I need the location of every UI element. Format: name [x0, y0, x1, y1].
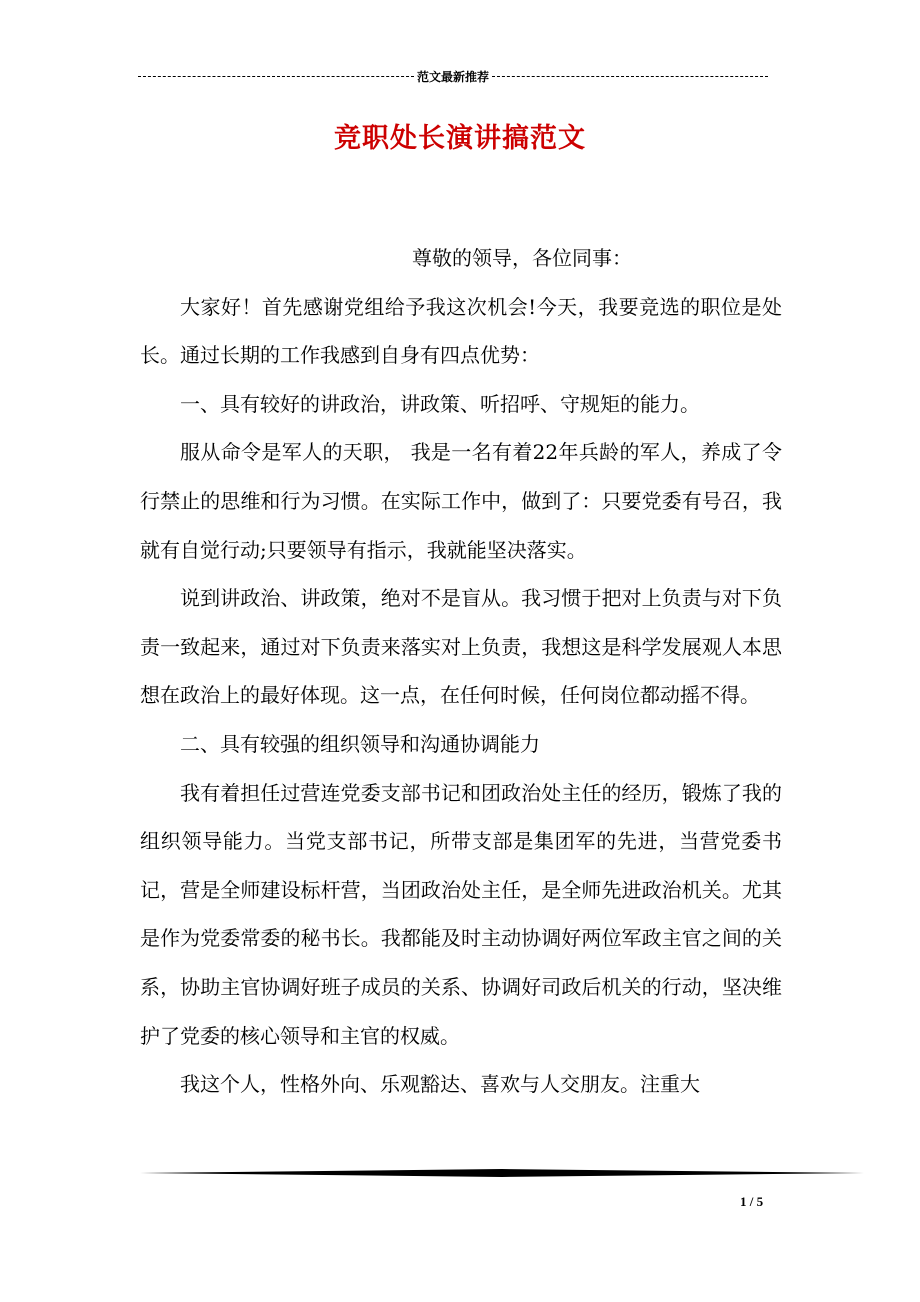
document-title: 竞职处长演讲搞范文 — [334, 123, 586, 154]
body-paragraph: 我有着担任过营连党委支部书记和团政治处主任的经历，锻炼了我的组织领导能力。当党支部书记，所带支部是集团军的先进，当营党委书记，营是全师建设标杆营，当团政治处主任，是全师先进政治机关。尤其是作为党委常委的秘书长。我都能及时主动协调好两位军政主官之间的关系，协助主官协调好班子成员的关系、协调好司政后机关的行动，坚决维护了党委的核心领导和主官的权威。 — [140, 780, 782, 1048]
greeting-paragraph: 尊敬的领导，各位同事： — [412, 246, 632, 270]
body-paragraph: 服从命令是军人的天职， 我是一名有着22年兵龄的军人，养成了令行禁止的思维和行为习惯。在实际工作中，做到了：只要党委有号召，我就有自觉行动;只要领导有指示，我就能坚决落实。 — [140, 440, 782, 562]
page-number: 1 / 5 — [740, 1194, 764, 1209]
footer-rule — [140, 1168, 864, 1178]
section-heading-2: 二、具有较强的组织领导和沟通协调能力 — [180, 731, 540, 756]
header-dash-right — [492, 76, 768, 77]
header-label: 范文最新推荐 — [417, 69, 490, 84]
document-body — [140, 234, 782, 1109]
body-paragraph: 我这个人，性格外向、乐观豁达、喜欢与人交朋友。注重大 — [180, 1072, 700, 1097]
body-paragraph: 说到讲政治、讲政策，绝对不是盲从。我习惯于把对上负责与对下负责一致起来，通过对下负责来落实对上负责，我想这是科学发展观人本思想在政治上的最好体现。这一点，在任何时候，任何岗位都动摇不得。 — [140, 586, 782, 708]
header-banner — [138, 66, 768, 86]
body-paragraph: 大家好！首先感谢党组给予我这次机会!今天，我要竞选的职位是处长。通过长期的工作我感到自身有四点优势： — [140, 294, 782, 368]
header-dash-left — [138, 76, 414, 77]
section-heading-1: 一、具有较好的讲政治，讲政策、听招呼、守规矩的能力。 — [180, 391, 700, 416]
